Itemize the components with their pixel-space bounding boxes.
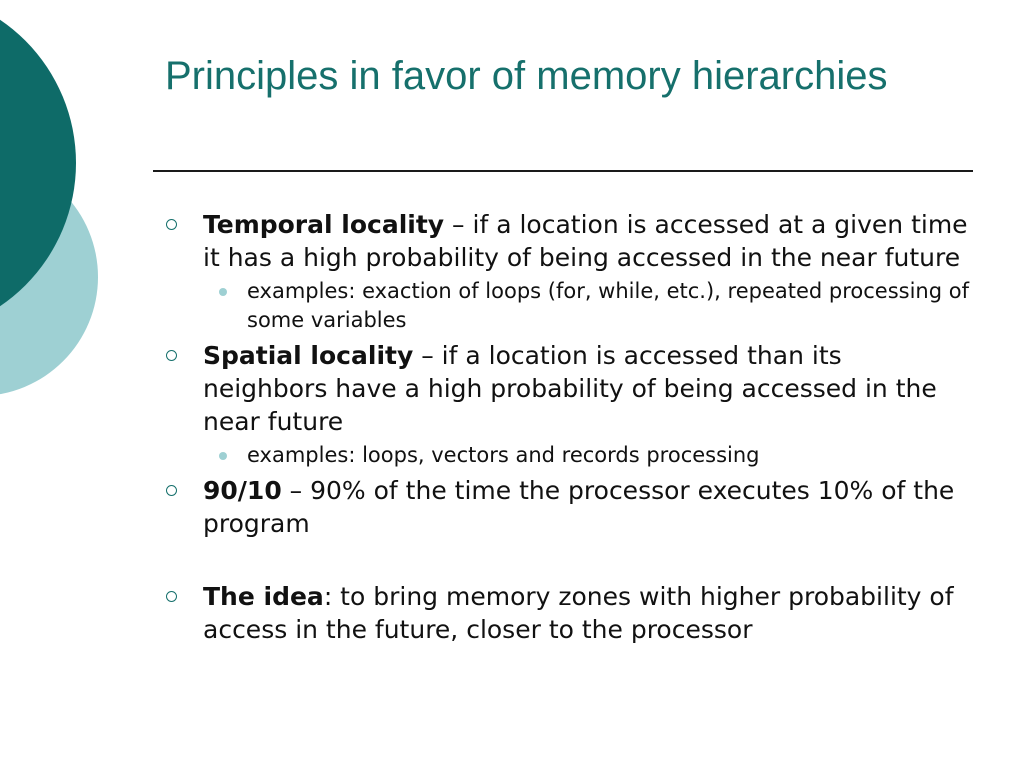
bullet-text: – if a location is accessed than its neighbors have a high probability of being accessed in the near future <box>203 341 937 436</box>
bullet-term: Spatial locality <box>203 341 414 370</box>
filled-dot-bullet-icon <box>219 288 227 296</box>
hollow-circle-bullet-icon <box>166 591 177 602</box>
title-divider <box>153 170 973 172</box>
bullet-term: Temporal locality <box>203 210 445 239</box>
sub-bullet-text: examples: exaction of loops (for, while, etc.), repeated processing of some variables <box>247 279 969 332</box>
slide-title: Principles in favor of memory hierarchies <box>165 54 888 98</box>
bullet-text: – 90% of the time the processor executes 10% of the program <box>203 476 955 538</box>
bullet-90-10-rule <box>160 474 970 540</box>
bullet-term: The idea <box>203 582 324 611</box>
bullet-text: – if a location is accessed at a given time it has a high probability of being accessed in the near future <box>203 210 968 272</box>
spacer <box>160 543 970 580</box>
bullet-term: 90/10 <box>203 476 282 505</box>
hollow-circle-bullet-icon <box>166 219 177 230</box>
bullet-text: : to bring memory zones with higher probability of access in the future, closer to the processor <box>203 582 954 644</box>
sub-bullet-spatial-examples <box>160 441 970 470</box>
bullet-list <box>160 208 970 649</box>
hollow-circle-bullet-icon <box>166 350 177 361</box>
sub-bullet-temporal-examples <box>160 277 970 335</box>
filled-dot-bullet-icon <box>219 452 227 460</box>
sub-bullet-text: examples: loops, vectors and records processing <box>247 443 760 467</box>
hollow-circle-bullet-icon <box>166 485 177 496</box>
bullet-spatial-locality <box>160 339 970 438</box>
bullet-the-idea <box>160 580 970 646</box>
bullet-temporal-locality <box>160 208 970 274</box>
